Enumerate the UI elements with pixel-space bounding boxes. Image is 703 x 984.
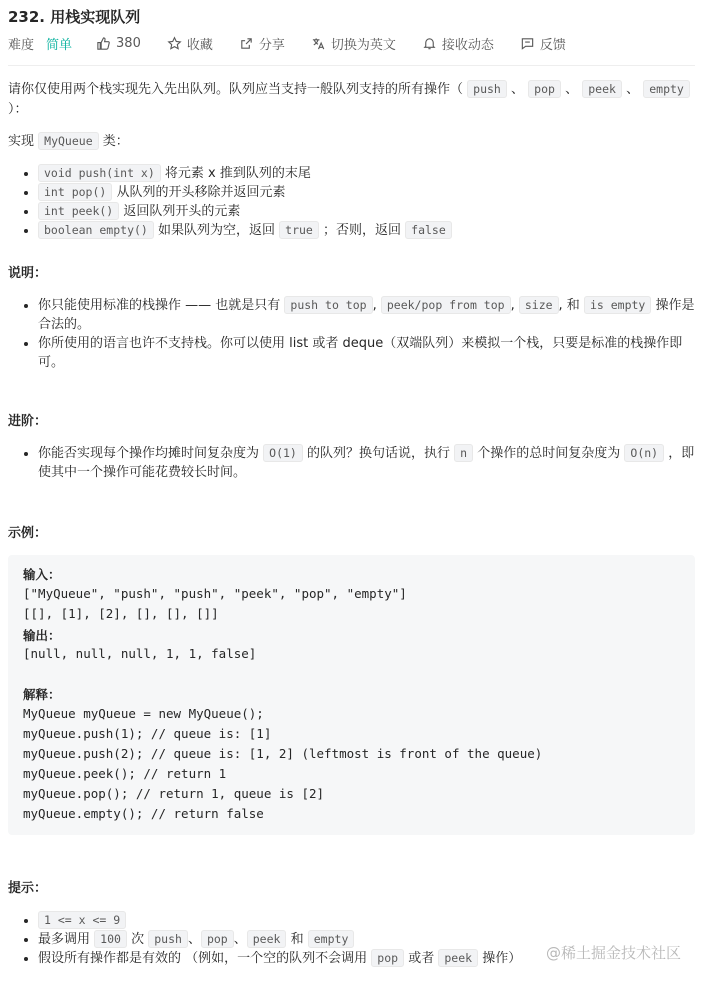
explain-line: myQueue.empty(); // return false: [23, 806, 264, 821]
output-line: [null, null, null, 1, 1, false]: [23, 646, 257, 661]
constraint-text: 次: [131, 932, 145, 947]
code-method: int peek(): [38, 202, 119, 220]
method-desc: 从队列的开头移除并返回元素: [116, 185, 286, 200]
code-method: int pop(): [38, 183, 112, 201]
code-range: 1 <= x <= 9: [38, 911, 126, 929]
method-desc: 如果队列为空，返回: [158, 223, 276, 238]
notes-section: [8, 264, 695, 372]
input-line: [[], [1], [2], [], [], []]: [23, 606, 219, 621]
difficulty-badge: 简单: [46, 38, 73, 53]
code-empty: empty: [308, 930, 355, 948]
code-push: push: [467, 80, 507, 98]
constraint-text: 操作）: [482, 951, 522, 966]
list-item: [38, 444, 695, 482]
note-text: 操作是合法的。: [38, 298, 695, 332]
subscribe-label: 接收动态: [441, 38, 494, 53]
code-push-to-top: push to top: [284, 296, 372, 314]
advanced-text: ，即使其中一个操作可能花费较长时间。: [38, 446, 695, 480]
list-item: [38, 202, 695, 221]
switch-language-button[interactable]: [311, 34, 396, 53]
translate-icon: [311, 36, 326, 51]
separator: 、: [565, 82, 579, 97]
subscribe-button[interactable]: [422, 34, 494, 53]
thumbs-up-icon: [96, 36, 111, 51]
explain-line: myQueue.pop(); // return 1, queue is [2]: [23, 786, 325, 801]
separator: 、: [511, 82, 525, 97]
code-peek: peek: [438, 949, 478, 967]
explain-line: MyQueue myQueue = new MyQueue();: [23, 706, 264, 721]
class-text-end: 类：: [102, 134, 129, 149]
code-false: false: [405, 221, 452, 239]
header-divider: [8, 65, 695, 66]
advanced-text: 的队列？换句话说，执行: [307, 446, 451, 461]
share-label: 分享: [258, 38, 285, 53]
list-item: [38, 183, 695, 202]
example-code-block: [8, 555, 695, 835]
feedback-button[interactable]: [520, 34, 566, 53]
watermark: @稀土掘金技术社区: [545, 944, 681, 962]
intro-text: 请你仅使用两个栈实现先入先出队列。队列应当支持一般队列支持的所有操作（: [8, 82, 464, 97]
list-item: [38, 221, 695, 240]
code-size: size: [519, 296, 559, 314]
method-desc: ；否则，返回: [323, 223, 402, 238]
list-item: [38, 911, 695, 930]
feedback-label: 反馈: [539, 38, 566, 53]
separator: 、: [626, 82, 640, 97]
constraints-heading: 提示：: [8, 881, 48, 896]
constraint-text: 最多调用: [38, 932, 91, 947]
code-n: n: [454, 444, 473, 462]
separator: 、: [233, 932, 247, 947]
code-o1: O(1): [263, 444, 303, 462]
intro-text-end: ）：: [8, 102, 28, 117]
explain-label: 解释：: [23, 687, 61, 702]
input-line: ["MyQueue", "push", "push", "peek", "pop", "empty"]: [23, 586, 407, 601]
like-count: 380: [116, 36, 141, 51]
separator: ,: [510, 298, 515, 313]
code-pop: pop: [528, 80, 561, 98]
code-method: boolean empty(): [38, 221, 154, 239]
code-pop: pop: [201, 930, 234, 948]
notes-heading: 说明：: [8, 266, 48, 281]
code-pop: pop: [371, 949, 404, 967]
note-text: 你所使用的语言也许不支持栈。你可以使用 list 或者 deque（双端队列）来模拟一个栈，只要是标准的栈操作即可。: [38, 336, 683, 370]
code-push: push: [148, 930, 188, 948]
like-button[interactable]: [96, 36, 141, 51]
favorite-label: 收藏: [186, 38, 213, 53]
code-peek: peek: [582, 80, 622, 98]
feedback-icon: [520, 36, 535, 51]
constraint-text: 假设所有操作都是有效的 （例如，一个空的队列不会调用: [38, 951, 368, 966]
code-peek-pop: peek/pop from top: [381, 296, 511, 314]
class-text: 实现: [8, 134, 35, 149]
constraint-text: 和: [290, 932, 304, 947]
class-paragraph: [8, 131, 695, 152]
list-item: [38, 334, 695, 372]
advanced-section: [8, 412, 695, 482]
advanced-heading: 进阶：: [8, 414, 48, 429]
input-label: 输入：: [23, 567, 61, 582]
notes-list: [8, 296, 695, 372]
output-label: 输出：: [23, 628, 61, 643]
code-true: true: [279, 221, 319, 239]
problem-intro: [8, 79, 695, 240]
code-method: void push(int x): [38, 164, 161, 182]
list-item: [38, 164, 695, 183]
share-button[interactable]: [239, 34, 285, 53]
code-class-name: MyQueue: [38, 132, 98, 150]
favorite-button[interactable]: [167, 34, 213, 53]
bell-icon: [422, 36, 437, 51]
code-empty: empty: [643, 80, 690, 98]
example-heading-wrap: [8, 524, 695, 544]
note-text: 你只能使用标准的栈操作 —— 也就是只有: [38, 298, 281, 313]
explain-line: myQueue.push(1); // queue is: [1]: [23, 726, 272, 741]
explain-line: myQueue.peek(); // return 1: [23, 766, 227, 781]
code-on: O(n): [624, 444, 664, 462]
difficulty-label: 难度: [8, 38, 35, 53]
star-icon: [167, 36, 182, 51]
method-desc: 返回队列开头的元素: [123, 204, 241, 219]
share-icon: [239, 36, 254, 51]
advanced-list: [8, 444, 695, 482]
problem-title: 232. 用栈实现队列: [8, 8, 141, 26]
switch-language-label: 切换为英文: [330, 38, 396, 53]
intro-paragraph: [8, 79, 695, 120]
separator: , 和: [558, 298, 580, 313]
separator: ,: [372, 298, 377, 313]
code-is-empty: is empty: [584, 296, 651, 314]
explain-line: myQueue.push(2); // queue is: [1, 2] (leftmost is front of the queue): [23, 746, 543, 761]
advanced-text: 个操作的总时间复杂度为: [477, 446, 621, 461]
code-peek: peek: [247, 930, 287, 948]
list-item: [38, 296, 695, 334]
method-list: [8, 164, 695, 240]
problem-meta-bar: [8, 34, 592, 53]
constraint-text: 或者: [408, 951, 435, 966]
advanced-text: 你能否实现每个操作均摊时间复杂度为: [38, 446, 260, 461]
example-heading: 示例：: [8, 526, 48, 541]
separator: 、: [187, 932, 201, 947]
method-desc: 将元素 x 推到队列的末尾: [164, 166, 311, 181]
code-100: 100: [94, 930, 127, 948]
